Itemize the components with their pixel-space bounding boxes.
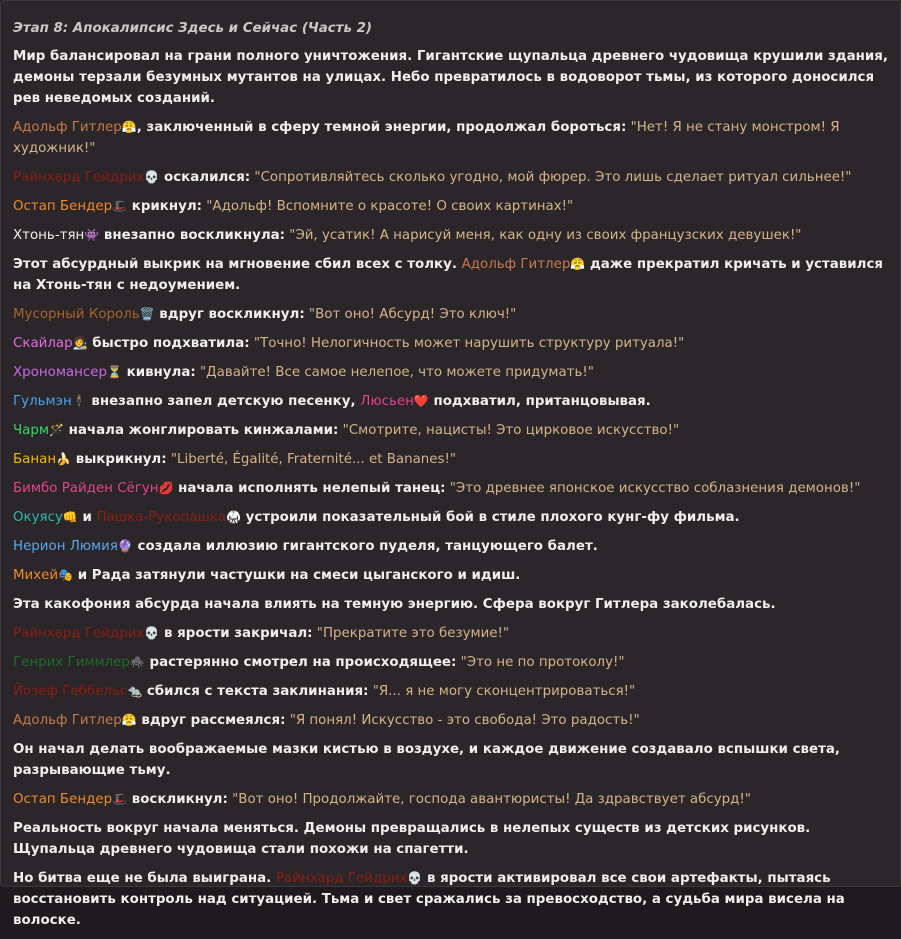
narration-text: Реальность вокруг начала меняться. Демоны превращались в нелепых существ из детских рисунков. Щупальца древнего чудовища стали похожи на спагетти.	[13, 821, 811, 857]
story-paragraph	[13, 818, 893, 860]
story-paragraph	[13, 225, 893, 246]
skull-icon: 💀	[144, 170, 160, 184]
story-paragraph	[13, 623, 893, 644]
story-paragraph	[13, 391, 893, 412]
narration-text: в ярости закричал:	[159, 626, 313, 641]
character-name: Хрономансер	[13, 365, 107, 380]
character-name: Бимбо Райден Сёгун	[13, 481, 159, 496]
kiss-mark-icon: 💋	[158, 481, 174, 495]
narration-text: вдруг воскликнул:	[154, 307, 305, 322]
dialogue-quote: "Это древнее японское искусство соблазнения демонов!"	[445, 481, 861, 496]
stage-title: Этап 8: Апокалипсис Здесь и Сейчас (Часть 2)	[13, 21, 373, 36]
character-name: Михей	[13, 568, 59, 583]
character-name: Пашка-Рукопашка	[96, 510, 227, 525]
narration-text: быстро подхватила:	[87, 336, 250, 351]
magic-wand-icon: 🪄	[49, 423, 64, 437]
story-paragraph	[13, 789, 893, 810]
narration-text: крикнул:	[127, 199, 203, 214]
dialogue-quote: "Вот оно! Абсурд! Это ключ!"	[304, 307, 517, 322]
angry-face-icon: 😤	[121, 120, 137, 134]
character-name: Чарм	[13, 423, 49, 438]
top-hat-icon: 🎩	[112, 792, 128, 806]
levitating-man-icon: 🕴	[71, 394, 87, 408]
story-paragraph	[13, 196, 893, 217]
story-paragraph	[13, 710, 893, 731]
narration-text: устроили показательный бой в стиле плохого кунг-фу фильма.	[240, 510, 740, 525]
narration-text: выкрикнул:	[71, 452, 167, 467]
rat-icon: 🐀	[127, 684, 143, 698]
narration-text: и	[77, 510, 97, 525]
story-paragraph	[13, 507, 893, 528]
character-name: Адольф Гитлер	[13, 713, 122, 728]
narration-text: Но битва еще не была выиграна.	[13, 871, 276, 886]
dialogue-quote: "Смотрите, нацисты! Это цирковое искусство!"	[338, 423, 680, 438]
story-paragraph	[13, 167, 893, 188]
narration-text: внезапно воскликнула:	[99, 228, 286, 243]
dialogue-quote: "Liberté, Égalité, Fraternité... et Bananes!"	[166, 452, 457, 467]
story-paragraph	[13, 420, 893, 441]
story-paragraph	[13, 681, 893, 702]
angry-face-icon: 😤	[570, 257, 586, 271]
dialogue-quote: "Эй, усатик! А нарисуй меня, как одну из своих французских девушек!"	[285, 228, 802, 243]
story-paragraph	[13, 304, 893, 325]
dialogue-quote: "Давайте! Все самое нелепое, что можете придумать!"	[195, 365, 594, 380]
theater-masks-icon: 🎭	[58, 568, 74, 582]
dialogue-quote: "Сопротивляйтесь сколько угодно, мой фюрер. Это лишь сделает ритуал сильнее!"	[250, 170, 852, 185]
character-name: Банан	[13, 452, 57, 467]
narration-text: начала исполнять нелепый танец:	[173, 481, 446, 496]
dialogue-quote: "Вот оно! Продолжайте, господа авантюристы! Да здравствует абсурд!"	[227, 792, 751, 807]
story-paragraph	[13, 478, 893, 499]
narration-text: , заключенный в сферу темной энергии, продолжал бороться:	[136, 120, 627, 135]
wastebasket-icon: 🗑️	[139, 307, 155, 321]
dialogue-quote: "Я понял! Искусство - это свобода! Это радость!"	[285, 713, 640, 728]
story-paragraph	[13, 868, 893, 931]
narration-text: Эта какофония абсурда начала влиять на темную энергию. Сфера вокруг Гитлера заколебалась.	[13, 597, 776, 612]
narration-text: внезапно запел детскую песенку,	[86, 394, 361, 409]
angry-face-icon: 😤	[121, 713, 137, 727]
narration-text: кивнула:	[121, 365, 196, 380]
character-name: Райнхард Гейдрих	[13, 626, 145, 641]
character-name: Райнхард Гейдрих	[275, 871, 408, 886]
character-name: Остап Бендер	[13, 792, 113, 807]
dialogue-quote: "Точно! Нелогичность может нарушить структуру ритуала!"	[249, 336, 685, 351]
story-paragraph	[13, 46, 893, 109]
narration-text: Он начал делать воображаемые мазки кистью в воздухе, и каждое движение создавало вспышки света, разрывающие тьму.	[13, 742, 840, 778]
story-paragraph	[13, 362, 893, 383]
red-heart-icon: ❤️	[413, 394, 429, 408]
dialogue-quote: "Я... я не могу сконцентрироваться!"	[368, 684, 636, 699]
story-paragraph	[13, 739, 893, 781]
character-name: Гульмэн	[13, 394, 72, 409]
narration-text: вдруг рассмеялся:	[136, 713, 286, 728]
skull-icon: 💀	[407, 871, 423, 885]
story-paragraph	[13, 565, 893, 586]
story-content	[13, 18, 893, 939]
martial-arts-icon: 🥋	[226, 510, 241, 524]
narration-text: и Рада затянули частушки на смеси цыганского и идиш.	[73, 568, 521, 583]
story-body	[13, 46, 893, 931]
crystal-ball-icon: 🔮	[117, 539, 133, 553]
dialogue-quote: "Прекратите это безумие!"	[312, 626, 510, 641]
character-name: Окуясу	[13, 510, 63, 525]
alien-monster-icon: 👾	[84, 228, 100, 242]
skull-icon: 💀	[144, 626, 160, 640]
character-name: Райнхард Гейдрих	[13, 170, 145, 185]
character-name: Генрих Гиммлер	[13, 655, 130, 670]
story-paragraph	[13, 536, 893, 557]
story-paragraph	[13, 254, 893, 296]
story-paragraph	[13, 333, 893, 354]
banana-icon: 🍌	[56, 452, 72, 466]
story-paragraph	[13, 449, 893, 470]
spider-icon: 🕷️	[129, 655, 145, 669]
character-name: Мусорный Король	[13, 307, 140, 322]
narration-text: оскалился:	[159, 170, 251, 185]
narration-text: в ярости активировал все свои артефакты, пытаясь восстановить контроль над ситуацией. Тьма и свет сражались за превосходство, а судьба мира висела на волоске.	[13, 871, 845, 928]
character-name: Адольф Гитлер	[13, 120, 122, 135]
narration-text: воскликнул:	[127, 792, 228, 807]
story-paragraph	[13, 652, 893, 673]
narration-text: создала иллюзию гигантского пуделя, танцующего балет.	[132, 539, 598, 554]
character-name: Адольф Гитлер	[461, 257, 571, 272]
character-name: Скайлар	[13, 336, 73, 351]
narration-text: Мир балансировал на грани полного уничтожения. Гигантские щупальца древнего чудовища крушили здания, демоны терзали безумных мутантов на улицах. Небо превратилось в водоворот тьмы, из которого доносился рев неведомых созданий.	[13, 49, 888, 106]
narration-text: Этот абсурдный выкрик на мгновение сбил всех с толку.	[13, 257, 462, 272]
dialogue-quote: "Нет! Я не стану монстром! Я художник!"	[13, 120, 840, 156]
top-edge	[1, 1, 900, 7]
character-name: Нерион Люмия	[13, 539, 118, 554]
artist-icon: 🧑‍🎨	[72, 336, 88, 350]
dialogue-quote: "Адольф! Вспомните о красоте! О своих картинах!"	[202, 199, 574, 214]
narration-text: сбился с текста заклинания:	[142, 684, 369, 699]
narration-text: подхватил, пританцовывая.	[428, 394, 651, 409]
fist-icon: 👊	[62, 510, 78, 524]
character-name: Остап Бендер	[13, 199, 113, 214]
character-name: Люсьен	[360, 394, 414, 409]
top-hat-icon: 🎩	[112, 199, 128, 213]
character-name: Йозеф Геббельс	[13, 684, 128, 699]
character-name: Хтонь-тян	[13, 228, 85, 243]
narration-text: начала жонглировать кинжалами:	[63, 423, 339, 438]
narration-text: даже прекратил кричать и уставился на Хтонь-тян с недоумением.	[13, 257, 884, 293]
narration-text: растерянно смотрел на происходящее:	[144, 655, 457, 670]
hourglass-icon: ⏳	[106, 365, 122, 379]
story-paragraph	[13, 594, 893, 615]
dialogue-quote: "Это не по протоколу!"	[456, 655, 625, 670]
story-paragraph	[13, 117, 893, 159]
